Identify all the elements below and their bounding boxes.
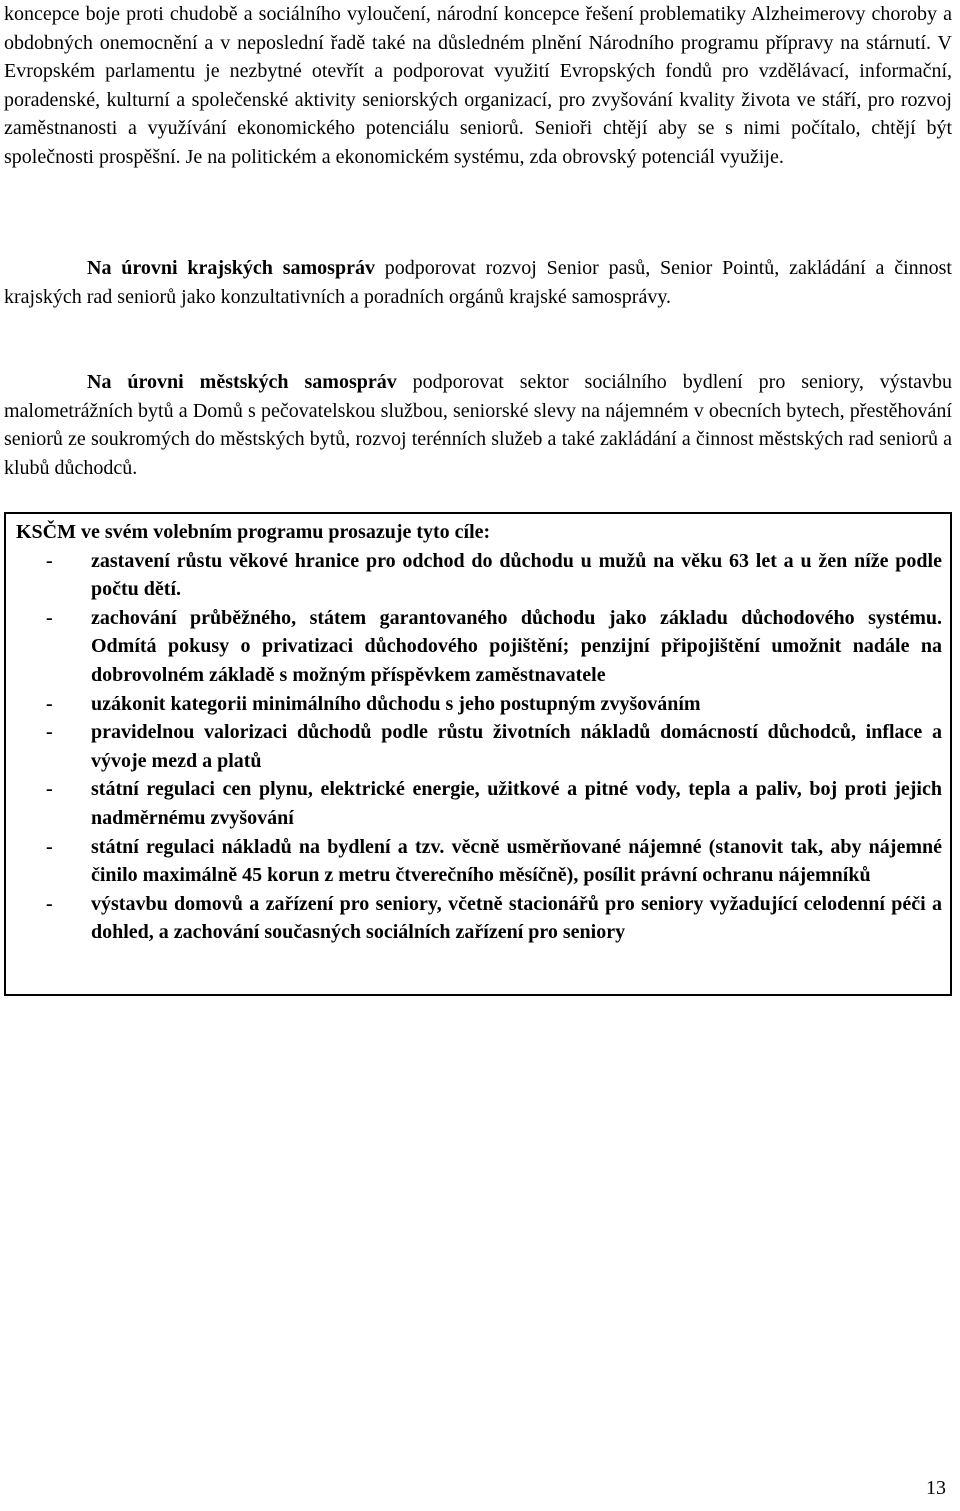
list-item-text: zachování průběžného, státem garantovaného důchodu jako základu důchodového systému. Odmítá pokusy o privatizaci důchodového pojištění; penzijní připojištění umožnit nadále na dobrovolném základě s možným příspěvkem zaměstnavatele (91, 606, 942, 686)
list-item (16, 547, 942, 604)
list-item-text: státní regulaci cen plynu, elektrické energie, užitkové a pitné vody, tepla a paliv, boj proti jejich nadměrnému zvyšování (91, 778, 942, 829)
paragraph-lead: Na úrovni krajských samospráv (87, 257, 375, 279)
list-item (16, 604, 942, 690)
paragraph-text: podporovat sektor sociálního bydlení pro seniory, výstavbu malometrážních bytů a Domů s pečovatelskou službou, seniorské slevy na nájemném v obecních bytech, přestěhování seniorů ze soukromých do městských bytů, rozvoj terénních služeb a také zakládání a činnost městských rad seniorů a klubů důchodců. (4, 371, 953, 479)
list-item-text: státní regulaci nákladů na bydlení a tzv. věcně usměrňované nájemné (stanovit tak, aby nájemné činilo maximálně 45 korun z metru čtverečního měsíčně), posílit právní ochranu nájemníků (91, 835, 942, 887)
list-bullet: - (46, 606, 53, 629)
list-bullet: - (46, 549, 53, 572)
paragraph-municipal-self-government (4, 368, 952, 482)
list-item-text: zastavení růstu věkové hranice pro odchod do důchodu u mužů na věku 63 let a u žen níže podle počtu dětí. (91, 549, 942, 601)
list-item-text: pravidelnou valorizaci důchodů podle růstu životních nákladů domácností důchodců, inflace a vývoje mezd a platů (91, 721, 942, 772)
paragraph-european-parliament (4, 0, 952, 172)
list-bullet: - (46, 692, 53, 715)
list-item-text: uzákonit kategorii minimálního důchodu s jeho postupným zvyšováním (91, 692, 701, 715)
paragraph-text: podporovat rozvoj Senior pasů, Senior Pointů, zakládání a činnost krajských rad seniorů jako konzultativních a poradních orgánů krajské samosprávy. (4, 257, 952, 308)
program-goals-title: KSČM ve svém volebním programu prosazuje tyto cíle: (16, 521, 491, 543)
list-item (16, 718, 942, 775)
paragraph-text: koncepce boje proti chudobě a sociálního vyloučení, národní koncepce řešení problematiky Alzheimerovy choroby a obdobných onemocnění a v neposlední řadě také na důsledném plnění Národního programu přípravy na stárnutí. V Evropském parlamentu je nezbytné otevřít a podporovat využití Evropských fondů pro vzdělávací, informační, poradenské, kulturní a společenské aktivity seniorských organizací, pro zvyšování kvality života ve stáří, pro rozvoj zaměstnanosti a využívání ekonomického potenciálu seniorů. Senioři chtějí aby se s nimi počítalo, chtějí být společnosti prospěšní. Je na politickém a ekonomickém systému, zda obrovský potenciál využije. (4, 3, 952, 168)
list-item (16, 690, 942, 719)
list-bullet: - (46, 892, 53, 915)
list-bullet: - (46, 778, 53, 801)
program-goals-list (16, 547, 942, 947)
program-goals-box (4, 512, 952, 996)
list-item (16, 890, 942, 947)
list-item (16, 775, 942, 832)
paragraph-regional-self-government (4, 254, 952, 311)
page-number: 13 (926, 1477, 946, 1499)
list-item-text: výstavbu domovů a zařízení pro seniory, včetně stacionářů pro seniory vyžadující celodenní péči a dohled, a zachování současných sociálních zařízení pro seniory (91, 892, 942, 944)
paragraph-lead: Na úrovni městských samospráv (87, 371, 397, 393)
list-bullet: - (46, 835, 53, 858)
list-item (16, 833, 942, 890)
list-bullet: - (46, 721, 53, 744)
